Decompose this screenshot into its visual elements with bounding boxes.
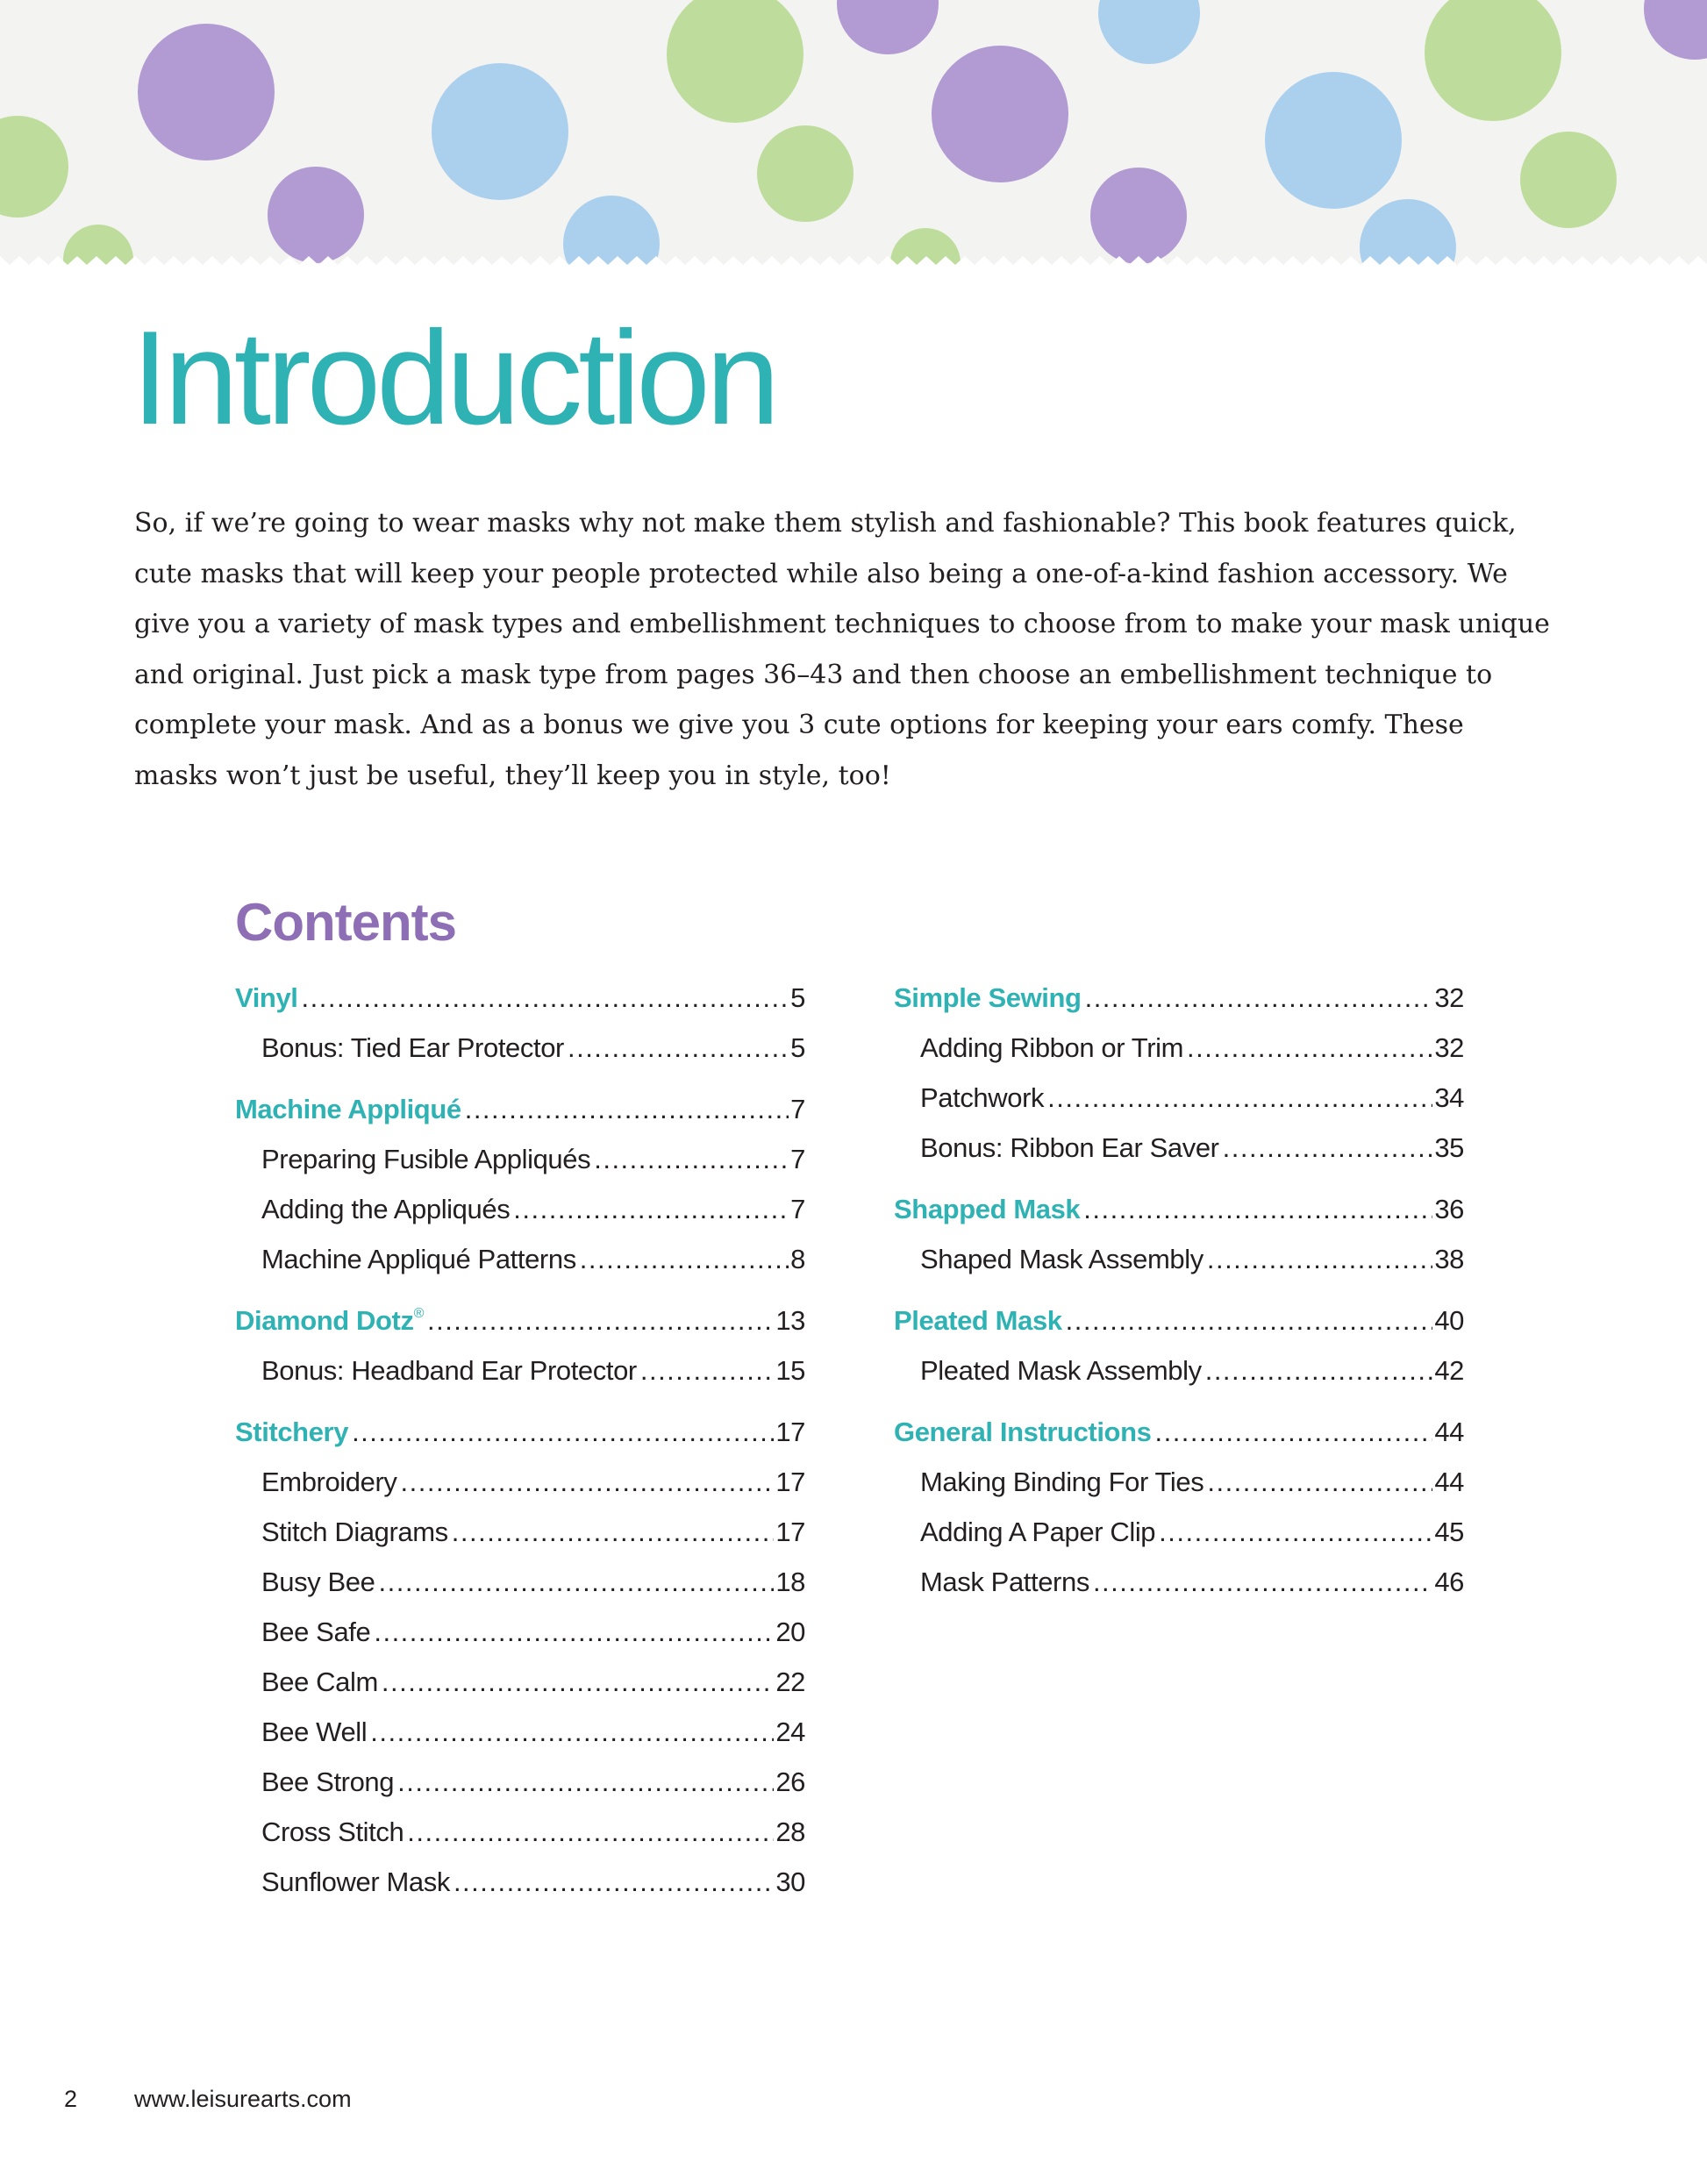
polka-dot <box>432 63 568 200</box>
toc-page-number: 26 <box>775 1766 805 1797</box>
toc-entry-text: Vinyl <box>235 982 298 1013</box>
toc-entry[interactable] <box>261 1192 805 1227</box>
polka-dot <box>1520 132 1617 228</box>
toc-leader-dots <box>465 1092 789 1127</box>
toc-entry-text: Diamond Dotz <box>235 1305 414 1336</box>
toc-entry-label <box>920 1565 1089 1600</box>
toc-leader-dots <box>427 1303 774 1338</box>
toc-entry[interactable] <box>235 981 805 1016</box>
toc-entry[interactable] <box>261 1515 805 1550</box>
toc-leader-dots <box>401 1465 775 1500</box>
polka-dot <box>1265 72 1402 209</box>
toc-page-number: 15 <box>775 1355 805 1386</box>
toc-page-number: 44 <box>1434 1417 1464 1447</box>
toc-page-number: 30 <box>775 1866 805 1897</box>
toc-page-number: 32 <box>1434 1032 1464 1063</box>
toc-leader-dots <box>594 1142 789 1177</box>
toc-entry[interactable] <box>920 1515 1464 1550</box>
toc-entry[interactable] <box>261 1565 805 1600</box>
toc-entry-label <box>261 1715 367 1750</box>
toc-entry-label <box>261 1353 637 1388</box>
toc-entry-text: Bee Strong <box>261 1766 395 1797</box>
toc-entry[interactable] <box>920 1131 1464 1166</box>
toc-entry-label <box>261 1615 370 1650</box>
toc-entry-label <box>261 1031 564 1066</box>
toc-page-number: 7 <box>790 1144 805 1174</box>
toc-page-number: 32 <box>1434 982 1464 1013</box>
toc-entry[interactable] <box>920 1465 1464 1500</box>
toc-entry-label <box>261 1565 375 1600</box>
toc-entry-text: Machine Appliqué <box>235 1094 461 1124</box>
toc-entry-text: Stitchery <box>235 1417 349 1447</box>
toc-leader-dots <box>352 1415 774 1450</box>
toc-entry-label <box>261 1192 510 1227</box>
toc-leader-dots <box>1093 1565 1432 1600</box>
polka-dot <box>1090 168 1187 264</box>
toc-entry-text: Bonus: Tied Ear Protector <box>261 1032 564 1063</box>
toc-leader-dots <box>1223 1131 1433 1166</box>
toc-entry[interactable] <box>261 1715 805 1750</box>
toc-leader-dots <box>1187 1031 1432 1066</box>
toc-leader-dots <box>1083 1192 1432 1227</box>
toc-entry[interactable] <box>920 1353 1464 1388</box>
polka-dot-pattern <box>0 0 1707 281</box>
toc-entry-text: Busy Bee <box>261 1567 375 1597</box>
toc-entry-label <box>920 1131 1219 1166</box>
toc-page-number: 28 <box>775 1816 805 1847</box>
toc-entry-label <box>920 1465 1203 1500</box>
toc-page-number: 13 <box>775 1305 805 1336</box>
toc-leader-dots <box>370 1715 774 1750</box>
toc-entry-label <box>920 1353 1202 1388</box>
page-title: Introduction <box>132 303 776 453</box>
toc-entry-text: Patchwork <box>920 1082 1045 1113</box>
toc-leader-dots <box>1205 1353 1433 1388</box>
toc-entry-label <box>261 1242 576 1277</box>
toc-entry-text: Bonus: Ribbon Ear Saver <box>920 1132 1219 1163</box>
polka-dot <box>138 24 275 161</box>
toc-leader-dots <box>568 1031 789 1066</box>
toc-entry-text: Pleated Mask <box>894 1305 1062 1336</box>
toc-entry-label <box>261 1665 378 1700</box>
toc-leader-dots <box>302 981 789 1016</box>
toc-page-number: 8 <box>790 1244 805 1274</box>
toc-entry[interactable] <box>261 1242 805 1277</box>
toc-entry[interactable] <box>261 1353 805 1388</box>
toc-entry[interactable] <box>920 1565 1464 1600</box>
toc-entry[interactable] <box>235 1303 805 1338</box>
toc-entry-text: Stitch Diagrams <box>261 1517 448 1547</box>
toc-page-number: 36 <box>1434 1194 1464 1224</box>
toc-entry[interactable] <box>261 1031 805 1066</box>
toc-page-number: 7 <box>790 1194 805 1224</box>
toc-leader-dots <box>513 1192 789 1227</box>
toc-leader-dots <box>1154 1415 1432 1450</box>
toc-entry-text: Cross Stitch <box>261 1816 404 1847</box>
toc-entry-label <box>261 1515 448 1550</box>
toc-page-number: 40 <box>1434 1305 1464 1336</box>
toc-page-number: 17 <box>775 1517 805 1547</box>
toc-page-number: 5 <box>790 1032 805 1063</box>
intro-paragraph: So, if we’re going to wear masks why not make them stylish and fashionable? This book features quick, cute masks that will keep your people protected while also being a one-of-a-kind fashion accessory. We give you a variety of mask types and embellishment techniques to choose from to make your mask unique and original. Just pick a mask type from pages 36–43 and then choose an embellishment technique to complete your mask. And as a bonus we give you 3 cute options for keeping your ears comfy. These masks won’t just be useful, they’ll keep you in style, too! <box>134 508 1550 791</box>
toc-leader-dots <box>382 1665 774 1700</box>
toc-entry[interactable] <box>235 1415 805 1450</box>
toc-entry[interactable] <box>920 1242 1464 1277</box>
toc-entry-text: Bee Well <box>261 1717 368 1747</box>
toc-entry-text: Shapped Mask <box>894 1194 1081 1224</box>
toc-entry-label <box>261 1465 397 1500</box>
toc-entry[interactable] <box>261 1815 805 1850</box>
toc-entry-label <box>920 1081 1044 1116</box>
toc-leader-dots <box>640 1353 774 1388</box>
toc-entry-label <box>235 1092 461 1127</box>
toc-page-number: 45 <box>1434 1517 1464 1547</box>
toc-leader-dots <box>407 1815 774 1850</box>
toc-leader-dots <box>1066 1303 1433 1338</box>
toc-entry[interactable] <box>261 1465 805 1500</box>
toc-page-number: 35 <box>1434 1132 1464 1163</box>
toc-entry-label <box>894 1303 1062 1338</box>
toc-entry-text: General Instructions <box>894 1417 1152 1447</box>
registered-mark: ® <box>413 1306 424 1321</box>
toc-page-number: 46 <box>1434 1567 1464 1597</box>
toc-entry-label <box>920 1515 1155 1550</box>
toc-entry-label <box>894 1192 1080 1227</box>
toc-entry[interactable] <box>920 1081 1464 1116</box>
footer-website-link[interactable]: www.leisurearts.com <box>134 2086 352 2112</box>
toc-entry[interactable] <box>920 1031 1464 1066</box>
toc-page-number: 22 <box>775 1667 805 1697</box>
toc-leader-dots <box>379 1565 775 1600</box>
toc-entry-text: Mask Patterns <box>920 1567 1089 1597</box>
toc-entry-label <box>894 981 1082 1016</box>
toc-leader-dots <box>397 1765 774 1800</box>
toc-entry[interactable] <box>894 981 1464 1016</box>
toc-leader-dots <box>454 1865 774 1900</box>
toc-entry-label <box>894 1415 1151 1450</box>
polka-dot <box>932 46 1068 182</box>
toc-page-number: 38 <box>1434 1244 1464 1274</box>
toc-entry-label <box>920 1031 1183 1066</box>
toc-entry-text: Bee Safe <box>261 1617 371 1647</box>
toc-leader-dots <box>452 1515 775 1550</box>
page-number: 2 <box>64 2086 78 2112</box>
contents-heading: Contents <box>235 893 456 952</box>
toc-page-number: 44 <box>1434 1467 1464 1497</box>
toc-entry[interactable] <box>894 1192 1464 1227</box>
toc-leader-dots <box>1085 981 1433 1016</box>
toc-entry-label <box>235 1415 348 1450</box>
polka-dot-fabric-banner <box>0 0 1707 281</box>
toc-entry-label <box>261 1815 404 1850</box>
toc-page-number: 34 <box>1434 1082 1464 1113</box>
toc-entry[interactable] <box>261 1765 805 1800</box>
toc-entry-text: Adding Ribbon or Trim <box>920 1032 1184 1063</box>
toc-page-number: 24 <box>775 1717 805 1747</box>
toc-leader-dots <box>1047 1081 1432 1116</box>
toc-leader-dots <box>1159 1515 1432 1550</box>
toc-entry[interactable] <box>894 1415 1464 1450</box>
toc-entry-text: Shaped Mask Assembly <box>920 1244 1203 1274</box>
toc-page-number: 42 <box>1434 1355 1464 1386</box>
toc-entry-text: Adding A Paper Clip <box>920 1517 1156 1547</box>
toc-entry[interactable] <box>261 1665 805 1700</box>
toc-entry[interactable] <box>894 1303 1464 1338</box>
toc-page-number: 18 <box>775 1567 805 1597</box>
toc-entry-text: Sunflower Mask <box>261 1866 450 1897</box>
toc-leader-dots <box>374 1615 774 1650</box>
toc-entry-text: Preparing Fusible Appliqués <box>261 1144 591 1174</box>
polka-dot <box>268 167 364 263</box>
toc-page-number: 17 <box>775 1467 805 1497</box>
toc-entry-label <box>261 1142 590 1177</box>
toc-entry-text: Machine Appliqué Patterns <box>261 1244 576 1274</box>
toc-entry-text: Making Binding For Ties <box>920 1467 1204 1497</box>
toc-entry-text: Adding the Appliqués <box>261 1194 511 1224</box>
toc-page-number: 17 <box>775 1417 805 1447</box>
toc-entry[interactable] <box>261 1142 805 1177</box>
toc-entry-label <box>235 1303 424 1338</box>
toc-entry-text: Bee Calm <box>261 1667 378 1697</box>
toc-entry-text: Bonus: Headband Ear Protector <box>261 1355 637 1386</box>
toc-entry[interactable] <box>261 1615 805 1650</box>
toc-entry-text: Embroidery <box>261 1467 397 1497</box>
toc-page-number: 7 <box>790 1094 805 1124</box>
toc-page-number: 5 <box>790 982 805 1013</box>
toc-entry-label <box>261 1865 450 1900</box>
toc-page-number: 20 <box>775 1617 805 1647</box>
toc-entry[interactable] <box>261 1865 805 1900</box>
toc-entry-text: Pleated Mask Assembly <box>920 1355 1202 1386</box>
polka-dot <box>757 125 854 222</box>
toc-entry-text: Simple Sewing <box>894 982 1082 1013</box>
toc-entry-label <box>235 981 298 1016</box>
toc-leader-dots <box>580 1242 789 1277</box>
toc-leader-dots <box>1207 1465 1432 1500</box>
toc-entry[interactable] <box>235 1092 805 1127</box>
toc-entry-label <box>920 1242 1203 1277</box>
toc-entry-label <box>261 1765 394 1800</box>
toc-leader-dots <box>1207 1242 1432 1277</box>
